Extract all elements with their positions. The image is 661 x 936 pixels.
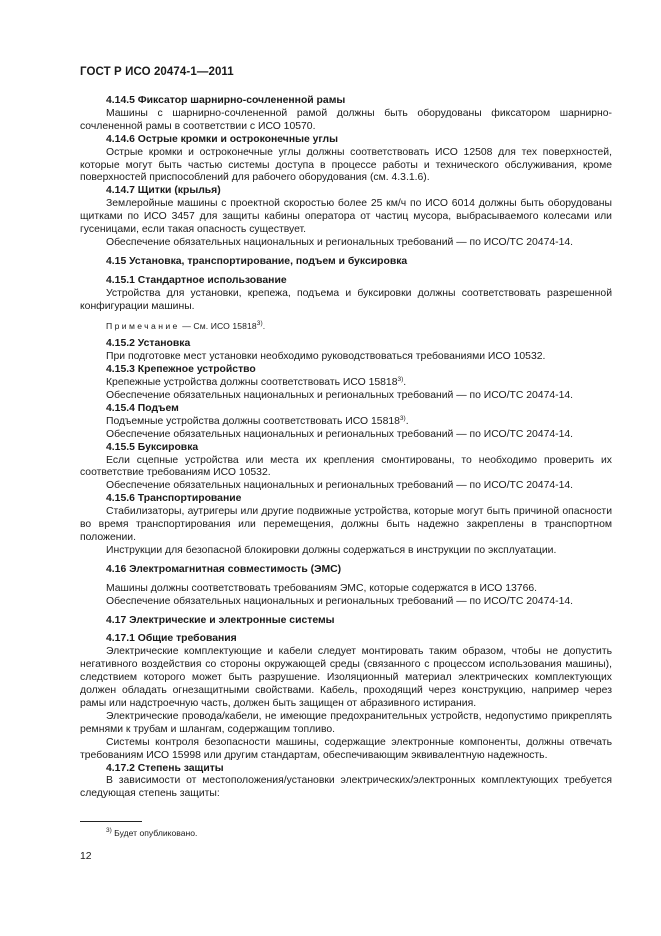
note-label: Примечание bbox=[106, 320, 180, 331]
footnote-reference: 3) bbox=[399, 414, 406, 422]
paragraph bbox=[80, 506, 612, 545]
paragraph-text: В зависимости от местоположения/установки электрических/электронных комплектующих требуется следующая степень защиты: bbox=[80, 775, 612, 800]
paragraph bbox=[80, 351, 612, 364]
paragraph bbox=[80, 237, 612, 250]
paragraph bbox=[80, 198, 612, 237]
footnote-text: Будет опубликовано. bbox=[114, 828, 198, 838]
paragraph bbox=[80, 737, 612, 763]
paragraph-text: Крепежные устройства должны соответствовать ИСО 15818 bbox=[106, 377, 398, 389]
paragraph-text: Обеспечение обязательных национальных и региональных требований — по ИСО/ТС 20474-14. bbox=[106, 428, 574, 440]
paragraph-text: Подъемные устройства должны соответствовать ИСО 15818 bbox=[106, 415, 400, 427]
paragraph bbox=[80, 147, 612, 186]
paragraph-text: При подготовке мест установки необходимо руководствоваться требованиями ИСО 10532. bbox=[106, 351, 546, 363]
paragraph bbox=[80, 455, 612, 481]
footnote-divider bbox=[80, 821, 142, 822]
note bbox=[80, 320, 612, 333]
section-heading: 4.15.5 Буксировка bbox=[106, 441, 199, 453]
paragraph-text: Обеспечение обязательных национальных и региональных требований — по ИСО/ТС 20474-14. bbox=[106, 390, 574, 402]
section-heading: 4.17 Электрические и электронные системы bbox=[106, 614, 335, 626]
paragraph-text: Машины должны соответствовать требованиям ЭМС, которые содержатся в ИСО 13766. bbox=[106, 582, 538, 594]
paragraph bbox=[80, 416, 612, 429]
paragraph bbox=[80, 583, 612, 596]
paragraph bbox=[80, 288, 612, 314]
paragraph-text: Машины с шарнирно-сочлененной рамой должны быть оборудованы фиксатором шарнирно-сочлененной рамы в соответствии с ИСО 10570. bbox=[80, 107, 612, 132]
footnote bbox=[106, 828, 197, 838]
paragraph-text: Электрические провода/кабели, не имеющие предохранительных устройств, недопустимо прикреплять ремнями к трубам и шлангам, содержащим топливо. bbox=[80, 710, 612, 735]
section-heading: 4.15.6 Транспортирование bbox=[106, 493, 242, 505]
paragraph bbox=[80, 429, 612, 442]
paragraph-text: Системы контроля безопасности машины, содержащие электронные компоненты, должны отвечать требованиям ИСО 15998 или другим стандартам, обеспечивающим эквивалентную надежность. bbox=[80, 736, 612, 761]
section-heading: 4.15.1 Стандартное использование bbox=[106, 274, 287, 286]
footnote-marker: 3) bbox=[106, 827, 112, 834]
paragraph bbox=[80, 545, 612, 558]
paragraph-text: Инструкции для безопасной блокировки должны содержаться в инструкции по эксплуатации. bbox=[106, 544, 557, 556]
section-heading: 4.17.1 Общие требования bbox=[106, 633, 237, 645]
paragraph-text: Острые кромки и остроконечные углы должны соответствовать ИСО 12508 для тех поверхностей, которые могут быть частью системы доступа в процессе работы и технического обслуживания, кроме поверхностей приспособлений для рабочего оборудования (см. 4.3.1.6). bbox=[80, 146, 612, 184]
paragraph-text: Электрические комплектующие и кабели следует монтировать таким образом, чтобы не допустить негативного воздействия со стороны окружающей среды (связанного с процессом использования машины), следствием которого может быть разрушение. Изоляционный материал электрических комплектующих должен обладать огнезащитными свойствами. Кабель, проходящий через конструкцию, например через рамы или надстроечную часть, должен быть защищен от абразивного истирания. bbox=[80, 646, 612, 709]
paragraph bbox=[80, 646, 612, 711]
section-heading: 4.15 Установка, транспортирование, подъем и буксировка bbox=[106, 255, 408, 267]
section-heading: 4.14.5 Фиксатор шарнирно-сочлененной рамы bbox=[106, 95, 346, 106]
paragraph bbox=[80, 775, 612, 801]
paragraph-text: Если сцепные устройства или места их крепления смонтированы, то необходимо проверить их соответствие требованиям ИСО 10532. bbox=[80, 454, 612, 479]
paragraph-text: Стабилизаторы, аутригеры или другие подвижные устройства, которые могут быть причиной опасности во время транспортирования или перемещения, должны быть надежно закреплены в транспортном положении. bbox=[80, 506, 612, 543]
paragraph bbox=[80, 480, 612, 493]
paragraph bbox=[80, 390, 612, 403]
section-heading: 4.15.3 Крепежное устройство bbox=[106, 364, 256, 376]
footnote-reference: 3) bbox=[256, 319, 263, 327]
paragraph-text: Обеспечение обязательных национальных и региональных требований — по ИСО/ТС 20474-14. bbox=[106, 236, 574, 248]
note-text: — См. ИСО 15818 bbox=[179, 320, 257, 331]
section-heading: 4.14.6 Острые кромки и остроконечные углы bbox=[106, 133, 338, 145]
trailing-punctuation: . bbox=[403, 377, 407, 389]
trailing-punctuation: . bbox=[405, 415, 409, 427]
footnote-reference: 3) bbox=[397, 376, 404, 384]
paragraph bbox=[80, 108, 612, 134]
document-body bbox=[80, 95, 612, 801]
paragraph-text: Обеспечение обязательных национальных и региональных требований — по ИСО/ТС 20474-14. bbox=[106, 480, 574, 492]
section-heading: 4.15.4 Подъем bbox=[106, 402, 179, 414]
section-heading: 4.16 Электромагнитная совместимость (ЭМС) bbox=[106, 563, 342, 575]
page-number: 12 bbox=[80, 851, 92, 862]
paragraph-text: Землеройные машины с проектной скоростью более 25 км/ч по ИСО 6014 должны быть оборудованы щитками по ИСО 3457 для защиты кабины оператора от частиц мусора, выбрасываемого колесами или гусеницами, если такая опасность существует. bbox=[80, 198, 612, 236]
paragraph-text: Обеспечение обязательных национальных и региональных требований — по ИСО/ТС 20474-14. bbox=[106, 595, 574, 607]
paragraph bbox=[80, 711, 612, 737]
paragraph bbox=[80, 596, 612, 609]
trailing-punctuation: . bbox=[262, 320, 266, 331]
document-header: ГОСТ Р ИСО 20474-1—2011 bbox=[80, 66, 234, 78]
paragraph-text: Устройства для установки, крепежа, подъема и буксировки должны соответствовать разрешенной конфигурации машины. bbox=[80, 287, 612, 312]
section-heading: 4.14.7 Щитки (крылья) bbox=[106, 185, 221, 197]
section-heading: 4.17.2 Степень защиты bbox=[106, 762, 224, 774]
section-heading: 4.15.2 Установка bbox=[106, 338, 191, 350]
paragraph bbox=[80, 377, 612, 390]
